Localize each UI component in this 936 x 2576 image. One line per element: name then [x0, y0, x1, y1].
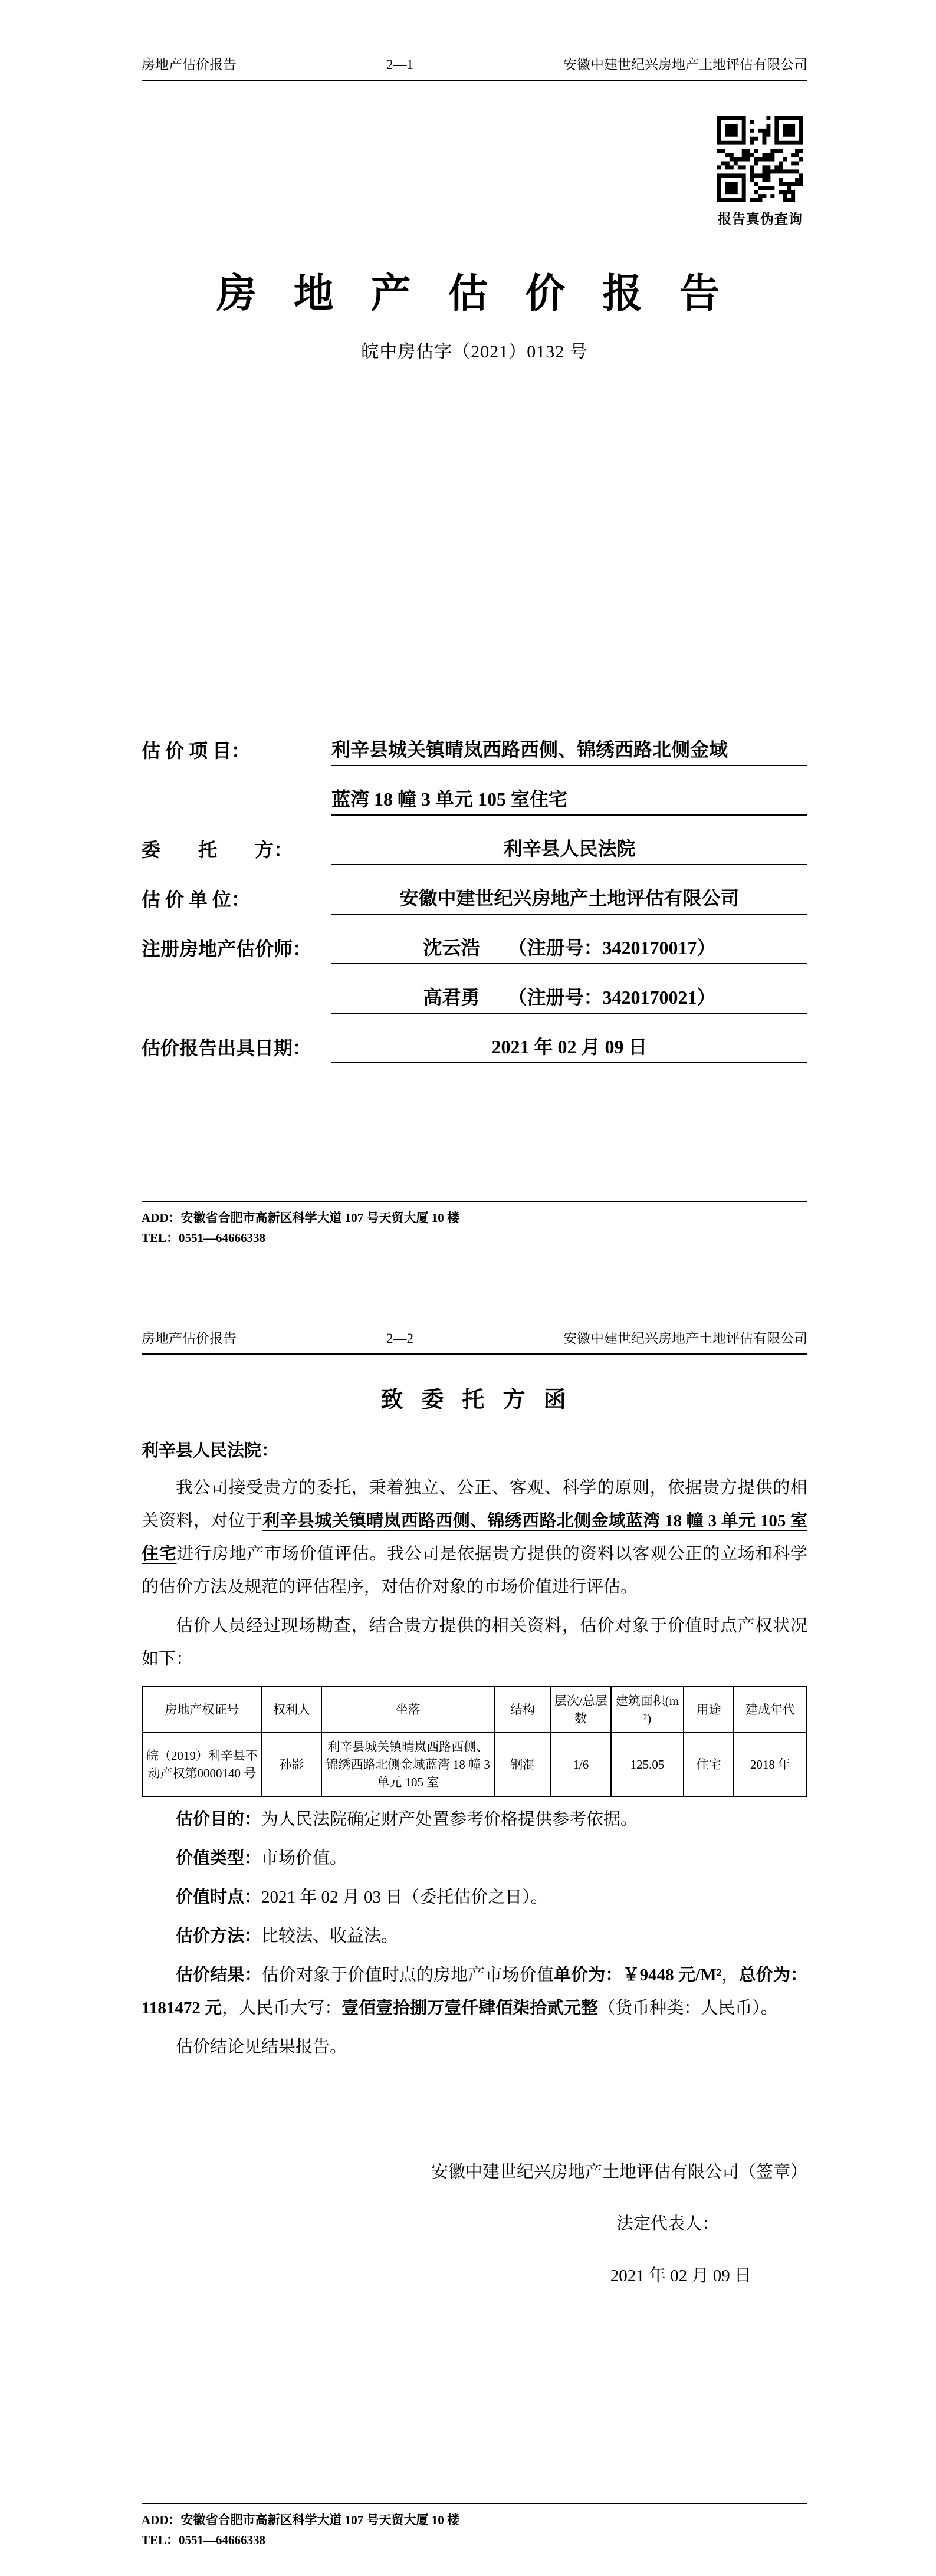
page-footer	[142, 2503, 807, 2550]
salutation: 利辛县人民法院：	[142, 1441, 279, 1460]
result-amount-in-words: 壹佰壹拾捌万壹仟肆佰柒拾贰元整	[341, 1999, 599, 2018]
page-footer	[142, 1201, 807, 1248]
appraiser-1-value: 沈云浩 （注册号：3420170017）	[331, 932, 807, 964]
form-row-report-date	[142, 1031, 807, 1063]
report-date-value: 2021 年 02 月 09 日	[331, 1031, 807, 1063]
result-text-2: ，	[721, 1966, 739, 1984]
footer-phone: TEL：0551—64666338	[142, 1231, 266, 1245]
signature-block	[142, 2158, 807, 2290]
agency-label: 估 价 单 位：	[142, 889, 251, 910]
report-date-label: 估价报告出具日期：	[142, 1037, 312, 1059]
signature-date: 2021 年 02 月 09 日	[610, 2266, 751, 2285]
appraiser-2-value: 高君勇 （注册号：3420170021）	[331, 982, 807, 1014]
footer-rule	[142, 1201, 807, 1202]
result-text-4: （货币种类：人民币）。	[598, 1999, 778, 2018]
col-location: 坐落	[321, 1687, 494, 1733]
footer-phone: TEL：0551—64666338	[142, 2533, 266, 2547]
col-year-built: 建成年代	[734, 1687, 807, 1733]
signature-company: 安徽中建世纪兴房地产土地评估有限公司（签章）	[431, 2163, 807, 2181]
item-value-type	[142, 1842, 807, 1875]
agency-value: 安徽中建世纪兴房地产土地评估有限公司	[331, 883, 807, 915]
client-label: 委 托 方：	[142, 839, 293, 860]
form-row-client	[142, 833, 807, 865]
item-result-label: 估价结果：	[176, 1966, 262, 1984]
col-use: 用途	[684, 1687, 734, 1733]
form-row-agency	[142, 883, 807, 915]
table-header-row	[142, 1687, 807, 1733]
item-method-text: 比较法、收益法。	[261, 1927, 399, 1946]
qr-block	[713, 116, 807, 228]
footer-address: ADD：安徽省合肥市高新区科学大道 107 号天贸大厦 10 楼	[142, 2513, 459, 2527]
item-purpose	[142, 1803, 807, 1836]
result-unit-price: 单价为：￥9448 元/M²	[553, 1966, 722, 1984]
col-structure: 结构	[494, 1687, 551, 1733]
qr-caption: 报告真伪查询	[718, 211, 803, 226]
form-row-appraiser-1	[142, 932, 807, 964]
project-label: 估 价 项 目：	[142, 740, 251, 761]
col-floor-area: 建筑面积(m²)	[611, 1687, 684, 1733]
item-result	[142, 1959, 807, 2025]
project-value-line1: 利辛县城关镇晴岚西路西侧、锦绣西路北侧金域	[331, 734, 807, 766]
footer-rule	[142, 2503, 807, 2504]
project-value-line2: 蓝湾 18 幢 3 单元 105 室住宅	[331, 784, 807, 816]
form-row-appraiser-2	[142, 982, 807, 1014]
page-header	[142, 0, 807, 74]
appraiser-label: 注册房地产估价师：	[142, 938, 312, 960]
cell-structure: 钢混	[494, 1733, 551, 1796]
item-value-date-text: 2021 年 02 月 03 日（委托估价之日）。	[261, 1888, 548, 1907]
form-row-project	[142, 734, 807, 766]
appraisal-items	[142, 1803, 807, 2064]
client-value: 利辛县人民法院	[331, 833, 807, 865]
item-conclusion: 估价结论见结果报告。	[176, 2038, 347, 2056]
result-text-3: ，人民币大写：	[222, 1999, 342, 2018]
item-purpose-text: 为人民法院确定财产处置参考价格提供参考依据。	[261, 1810, 638, 1829]
item-value-type-label: 价值类型：	[176, 1849, 262, 1868]
header-page-number: 2—2	[386, 1331, 413, 1346]
item-purpose-label: 估价目的：	[176, 1810, 262, 1829]
signature-representative: 法定代表人：	[616, 2214, 719, 2233]
cell-right-holder: 孙影	[262, 1733, 321, 1796]
letter-title: 致 委 托 方 函	[380, 1388, 569, 1412]
header-company-name: 安徽中建世纪兴房地产土地评估有限公司	[563, 1331, 807, 1346]
cell-year-built: 2018 年	[734, 1733, 807, 1796]
result-total-price: 总价为：1181472 元	[142, 1966, 807, 2018]
table-row	[142, 1733, 807, 1796]
cell-floor: 1/6	[551, 1733, 610, 1796]
header-rule	[142, 80, 807, 81]
header-doc-label: 房地产估价报告	[142, 1331, 237, 1346]
paragraph-intro-pre: 我公司接受贵方的委托，秉着独立、公正、客观、科学的原则，依据贵方提供的相关资料，对位于	[142, 1478, 807, 1530]
col-floor: 层次/总层数	[551, 1687, 610, 1733]
header-company-name: 安徽中建世纪兴房地产土地评估有限公司	[563, 57, 807, 72]
report-number: 皖中房估字（2021）0132 号	[361, 342, 588, 362]
property-rights-table	[142, 1686, 807, 1797]
report-title: 房 地 产 估 价 报 告	[216, 271, 733, 316]
result-text-1: 估价对象于价值时点的房地产市场价值	[261, 1966, 554, 1984]
page-header	[142, 1274, 807, 1348]
cell-floor-area: 125.05	[611, 1733, 684, 1796]
subject-property-emphasis: 利辛县城关镇晴岚西路西侧、锦绣西路北侧金域蓝湾 18 幢 3 单元 105 室住宅	[142, 1512, 807, 1563]
header-rule	[142, 1353, 807, 1355]
appraisal-form	[142, 734, 807, 1063]
item-value-date-label: 价值时点：	[176, 1888, 262, 1907]
col-certificate-no: 房地产权证号	[142, 1687, 262, 1733]
item-method-label: 估价方法：	[176, 1927, 262, 1946]
item-value-type-text: 市场价值。	[261, 1849, 347, 1868]
cell-location: 利辛县城关镇晴岚西路西侧、锦绣西路北侧金域蓝湾 18 幢 3 单元 105 室	[321, 1733, 494, 1796]
col-right-holder: 权利人	[262, 1687, 321, 1733]
page-1	[0, 0, 936, 1274]
item-method	[142, 1920, 807, 1953]
header-doc-label: 房地产估价报告	[142, 57, 237, 72]
item-value-date	[142, 1881, 807, 1914]
paragraph-intro-post: 进行房地产市场价值评估。我公司是依据贵方提供的资料以客观公正的立场和科学的估价方法及规范的评估程序，对估价对象的市场价值进行评估。	[142, 1545, 807, 1596]
qr-code-icon	[717, 116, 803, 202]
header-page-number: 2—1	[386, 57, 413, 72]
footer-address: ADD：安徽省合肥市高新区科学大道 107 号天贸大厦 10 楼	[142, 1211, 459, 1225]
cell-use: 住宅	[684, 1733, 734, 1796]
paragraph-survey: 估价人员经过现场勘查，结合贵方提供的相关资料，估价对象于价值时点产权状况如下：	[142, 1616, 807, 1668]
page-2	[0, 1274, 936, 2576]
paragraph-intro	[142, 1471, 807, 1604]
form-row-project-cont	[142, 784, 807, 816]
cell-certificate-no: 皖（2019）利辛县不动产权第0000140 号	[142, 1733, 262, 1796]
